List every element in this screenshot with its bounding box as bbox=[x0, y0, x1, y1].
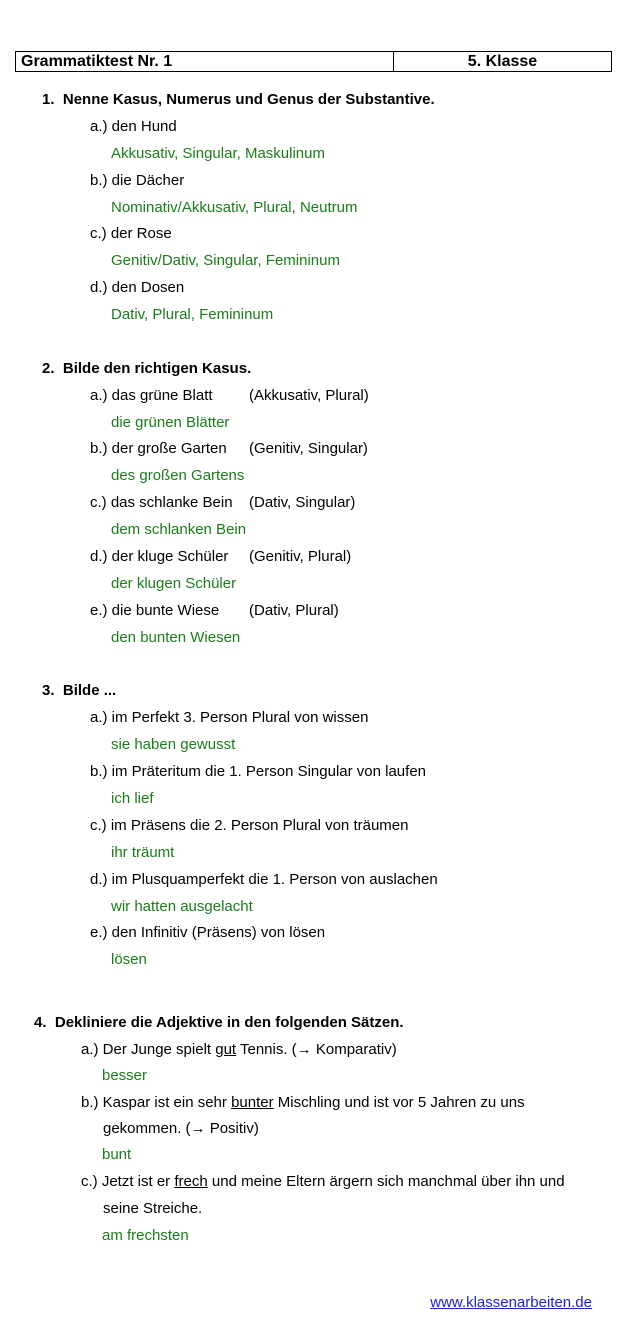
question-number: 4. bbox=[34, 1014, 47, 1031]
q1-item-d: d.) den Dosen bbox=[90, 279, 185, 296]
question-number: 3. bbox=[42, 682, 55, 699]
q1-item-c: c.) der Rose bbox=[90, 225, 172, 242]
q3-item-c: c.) im Präsens die 2. Person Plural von träumen bbox=[90, 817, 409, 834]
q2-answer-e: den bunten Wiesen bbox=[111, 629, 241, 646]
q3-answer-a: sie haben gewusst bbox=[111, 736, 236, 753]
grade-label: 5. Klasse bbox=[467, 53, 538, 70]
q1-answer-d: Dativ, Plural, Femininum bbox=[111, 306, 274, 323]
header-table bbox=[15, 51, 612, 72]
q2-hint-b: (Genitiv, Singular) bbox=[249, 440, 368, 457]
q4-item-c-line2: seine Streiche. bbox=[103, 1200, 203, 1217]
q2-item-e: e.) die bunte Wiese bbox=[90, 602, 220, 619]
question-text: Dekliniere die Adjektive in den folgenden Sätzen. bbox=[54, 1014, 404, 1031]
q4-answer-b: bunt bbox=[102, 1146, 132, 1163]
underlined-adjective: bunter bbox=[231, 1094, 274, 1111]
q3-answer-d: wir hatten ausgelacht bbox=[111, 898, 253, 915]
underlined-adjective: gut bbox=[215, 1041, 237, 1058]
question-text: Bilde den richtigen Kasus. bbox=[62, 360, 252, 377]
q4-item-a: a.) Der Junge spielt gut Tennis. (→ Komparativ) bbox=[81, 1041, 397, 1058]
q2-item-a: a.) das grüne Blatt bbox=[90, 387, 213, 404]
q4-item-c: c.) Jetzt ist er frech und meine Eltern ärgern sich manchmal über ihn und bbox=[81, 1173, 565, 1190]
test-title: Grammatiktest Nr. 1 bbox=[16, 52, 394, 71]
q3-item-a: a.) im Perfekt 3. Person Plural von wissen bbox=[90, 709, 369, 726]
question-number: 2. bbox=[42, 360, 55, 377]
q1-answer-b: Nominativ/Akkusativ, Plural, Neutrum bbox=[111, 199, 358, 216]
q2-item-c: c.) das schlanke Bein bbox=[90, 494, 233, 511]
q4-answer-a: besser bbox=[102, 1067, 148, 1084]
q2-hint-d: (Genitiv, Plural) bbox=[249, 548, 352, 565]
q3-item-d: d.) im Plusquamperfekt die 1. Person von auslachen bbox=[90, 871, 438, 888]
q1-item-b: b.) die Dächer bbox=[90, 172, 185, 189]
q1-answer-a: Akkusativ, Singular, Maskulinum bbox=[111, 145, 325, 162]
q2-hint-e: (Dativ, Plural) bbox=[249, 602, 339, 619]
q3-answer-b: ich lief bbox=[111, 790, 154, 807]
q1-item-a: a.) den Hund bbox=[90, 118, 177, 135]
question-text: Nenne Kasus, Numerus und Genus der Substantive. bbox=[62, 91, 435, 108]
underlined-adjective: frech bbox=[174, 1173, 208, 1190]
q4-item-b: b.) Kaspar ist ein sehr bunter Mischling und ist vor 5 Jahren zu uns bbox=[81, 1094, 525, 1111]
q2-item-b: b.) der große Garten bbox=[90, 440, 227, 457]
footer-website-link[interactable]: www.klassenarbeiten.de bbox=[430, 1294, 592, 1311]
q2-hint-a: (Akkusativ, Plural) bbox=[249, 387, 369, 404]
question-3 bbox=[42, 682, 116, 700]
q3-answer-c: ihr träumt bbox=[111, 844, 175, 861]
q2-hint-c: (Dativ, Singular) bbox=[249, 494, 356, 511]
q3-item-e: e.) den Infinitiv (Präsens) von lösen bbox=[90, 924, 326, 941]
question-1 bbox=[42, 91, 435, 109]
question-2 bbox=[42, 360, 251, 378]
q3-item-b: b.) im Präteritum die 1. Person Singular von laufen bbox=[90, 763, 426, 780]
question-4 bbox=[34, 1014, 404, 1032]
q3-answer-e: lösen bbox=[111, 951, 147, 968]
question-text: Bilde ... bbox=[62, 682, 117, 699]
q2-item-d: d.) der kluge Schüler bbox=[90, 548, 229, 565]
q2-answer-c: dem schlanken Bein bbox=[111, 521, 247, 538]
q2-answer-d: der klugen Schüler bbox=[111, 575, 237, 592]
q2-answer-b: des großen Gartens bbox=[111, 467, 245, 484]
q1-answer-c: Genitiv/Dativ, Singular, Femininum bbox=[111, 252, 340, 269]
q4-answer-c: am frechsten bbox=[102, 1227, 189, 1244]
q4-item-b-line2: gekommen. (→ Positiv) bbox=[103, 1120, 259, 1137]
question-number: 1. bbox=[42, 91, 55, 108]
q2-answer-a: die grünen Blätter bbox=[111, 414, 230, 431]
